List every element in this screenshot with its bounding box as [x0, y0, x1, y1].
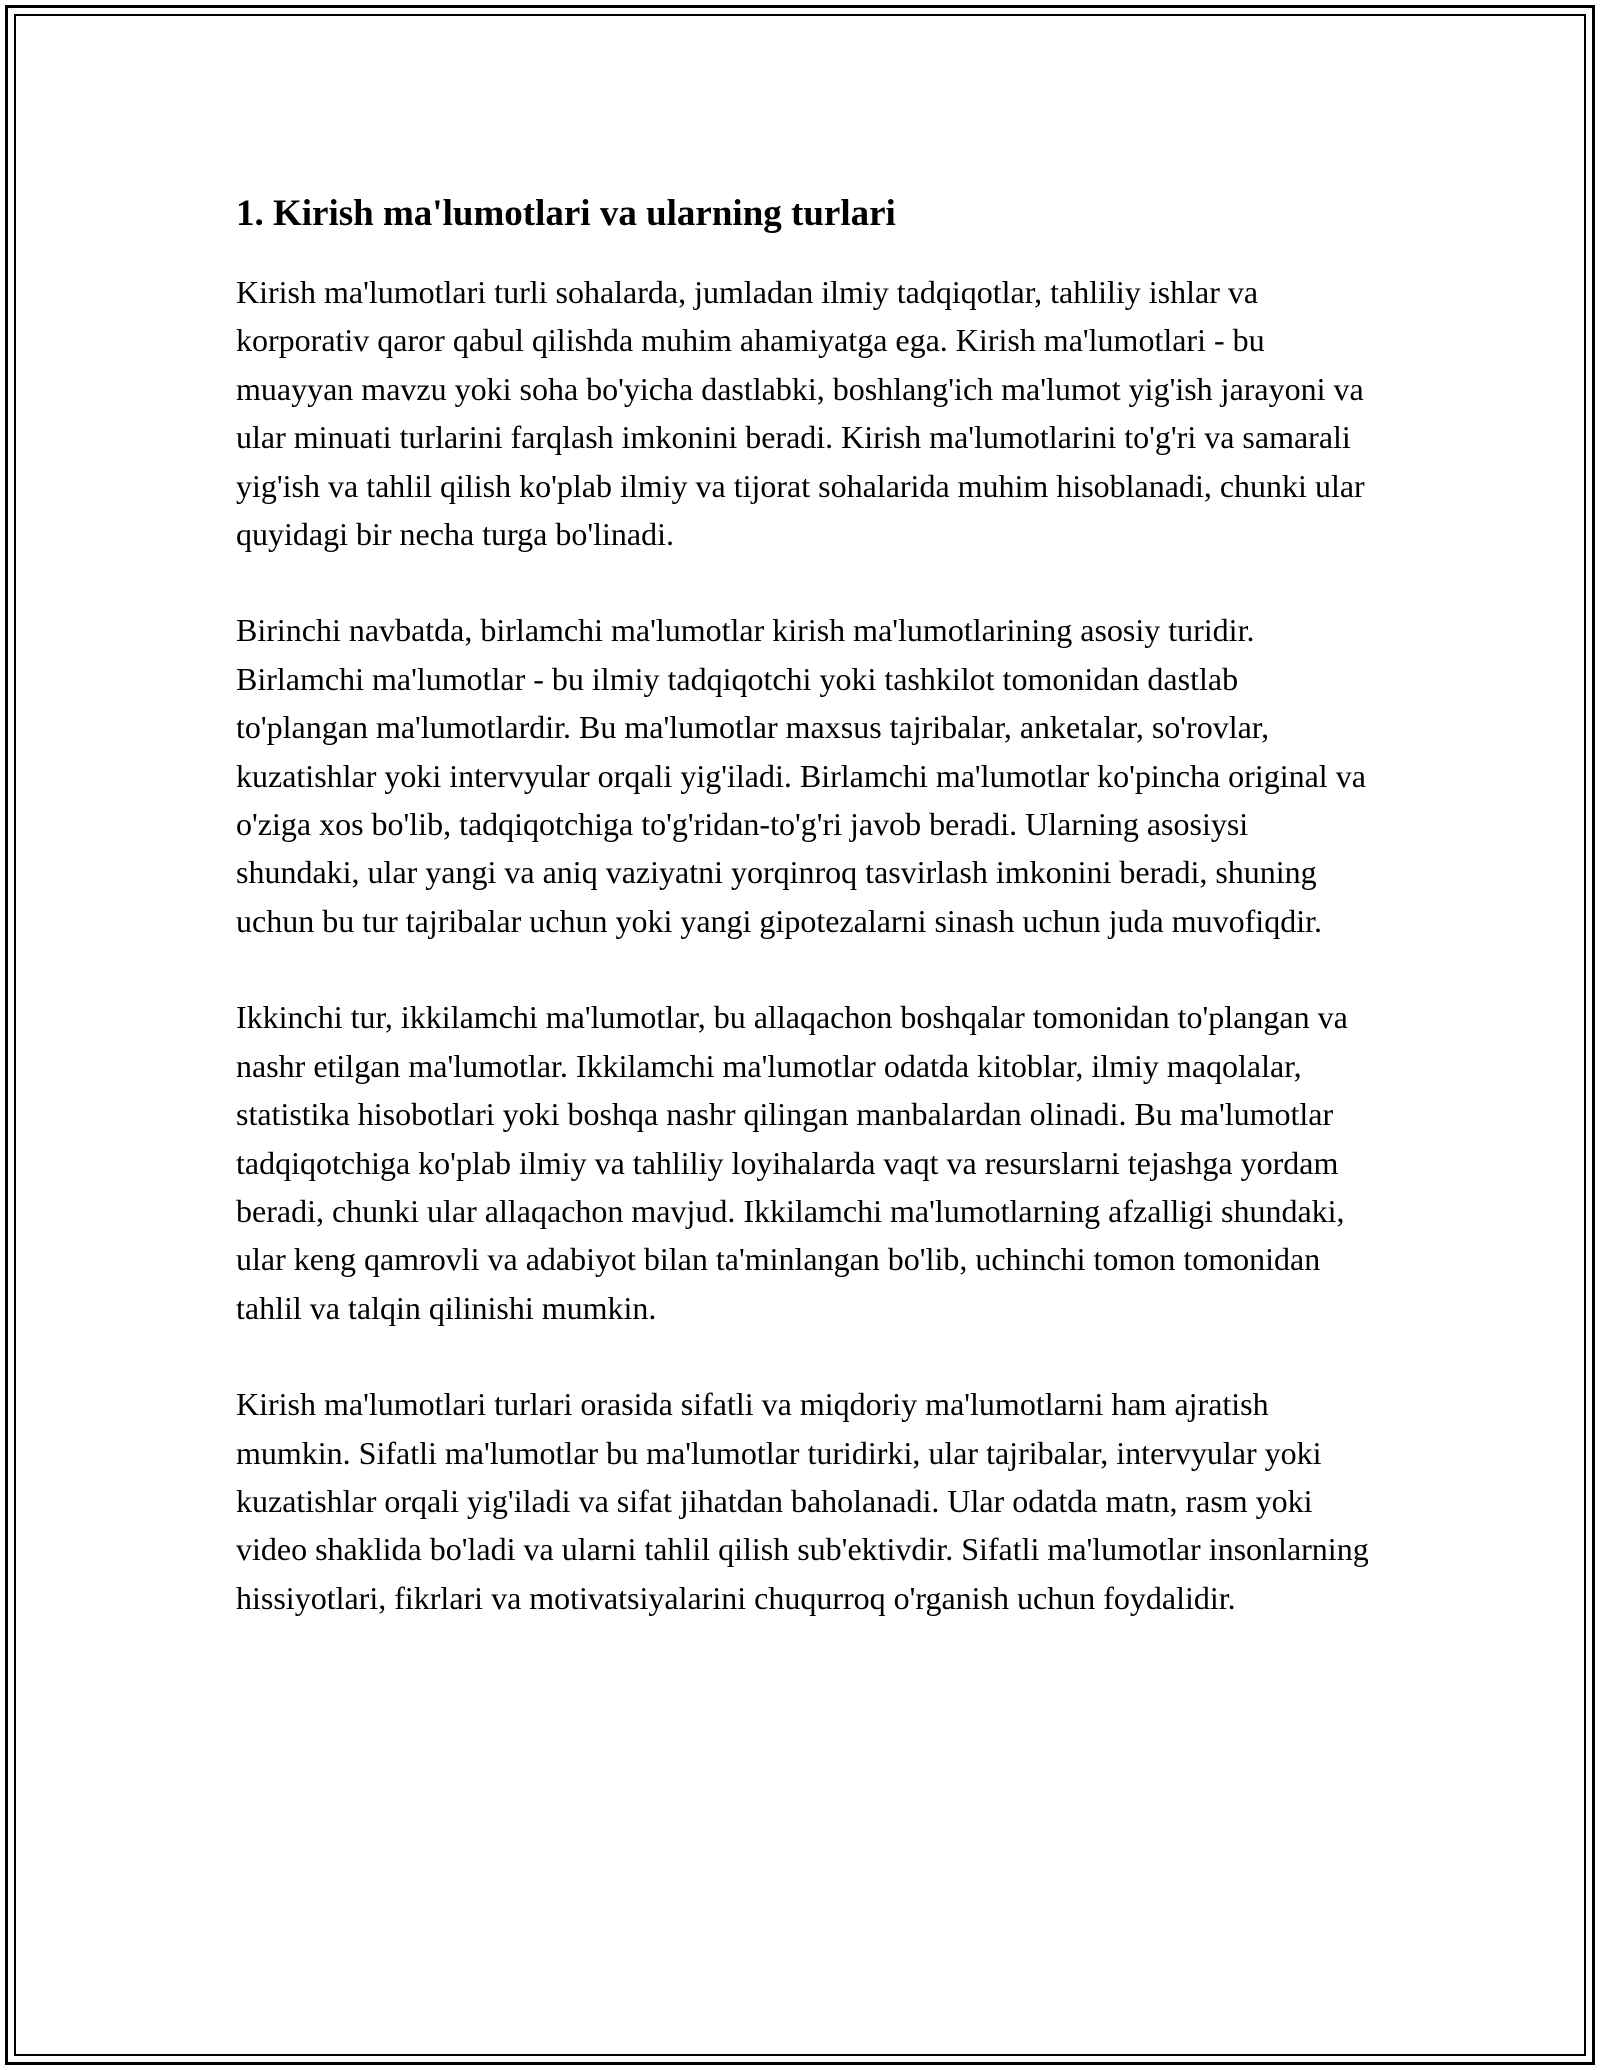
section-heading: 1. Kirish ma'lumotlari va ularning turlari: [236, 193, 896, 234]
paragraph-qualitative-data: Kirish ma'lumotlari turlari orasida sifatli va miqdoriy ma'lumotlarni ham ajratish mumkin. Sifatli ma'lumotlar bu ma'lumotlar turidirki, ular tajribalar, intervyular yoki kuzatishlar orqali yig'iladi va sifat jihatdan baholanadi. Ular odatda matn, rasm yoki video shaklida bo'ladi va ularni tahlil qilish sub'ektivdir. Sifatli ma'lumotlar insonlarning hissiyotlari, fikrlari va motivatsiyalarini chuqurroq o'rganish uchun foydalidir.: [236, 1386, 1369, 1616]
paragraph-secondary-data: Ikkinchi tur, ikkilamchi ma'lumotlar, bu allaqachon boshqalar tomonidan to'plangan va nashr etilgan ma'lumotlar. Ikkilamchi ma'lumotlar odatda kitoblar, ilmiy maqolalar, statistika hisobotlari yoki boshqa nashr qilingan manbalardan olinadi. Bu ma'lumotlar tadqiqotchiga ko'plab ilmiy va tahliliy loyihalarda vaqt va resurslarni tejashga yordam beradi, chunki ular allaqachon mavjud. Ikkilamchi ma'lumotlarning afzalligi shundaki, ular keng qamrovli va adabiyot bilan ta'minlangan bo'lib, uchinchi tomon tomonidan tahlil va talqin qilinishi mumkin.: [236, 999, 1348, 1326]
document-body: [236, 190, 1376, 1670]
paragraph-introduction: Kirish ma'lumotlari turli sohalarda, jumladan ilmiy tadqiqotlar, tahliliy ishlar va korporativ qaror qabul qilishda muhim ahamiyatga ega. Kirish ma'lumotlari - bu muayyan mavzu yoki soha bo'yicha dastlabki, boshlang'ich ma'lumot yig'ish jarayoni va ular minuati turlarini farqlash imkonini beradi. Kirish ma'lumotlarini to'g'ri va samarali yig'ish va tahlil qilish ko'plab ilmiy va tijorat sohalarida muhim hisoblanadi, chunki ular quyidagi bir necha turga bo'linadi.: [236, 274, 1365, 553]
paragraph-primary-data: Birinchi navbatda, birlamchi ma'lumotlar kirish ma'lumotlarining asosiy turidir. Birlamchi ma'lumotlar - bu ilmiy tadqiqotchi yoki tashkilot tomonidan dastlab to'plangan ma'lumotlardir. Bu ma'lumotlar maxsus tajribalar, anketalar, so'rovlar, kuzatishlar yoki intervyular orqali yig'iladi. Birlamchi ma'lumotlar ko'pincha original va o'ziga xos bo'lib, tadqiqotchiga to'g'ridan-to'g'ri javob beradi. Ularning asosiysi shundaki, ular yangi va aniq vaziyatni yorqinroq tasvirlash imkonini beradi, shuning uchun bu tur tajribalar uchun yoki yangi gipotezalarni sinash uchun juda muvofiqdir.: [236, 612, 1366, 939]
